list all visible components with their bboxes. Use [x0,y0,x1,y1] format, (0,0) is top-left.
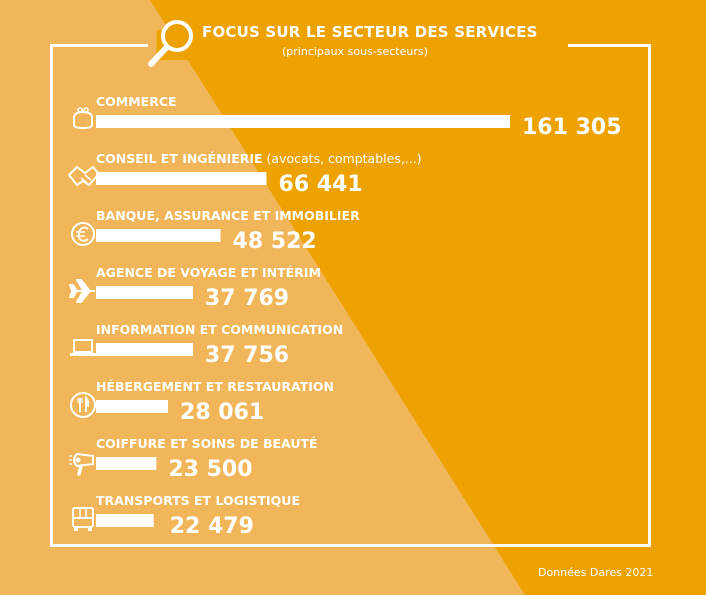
source-note: Données Dares 2021 [538,566,654,579]
chart-title: FOCUS SUR LE SECTEUR DES SERVICES [202,23,538,41]
category-label: HÉBERGEMENT ET RESTAURATION [96,379,334,394]
value-label: 48 522 [232,229,317,254]
category-note: (avocats, comptables,...) [262,151,422,166]
bus-icon [73,508,93,531]
bar-row [74,94,622,140]
euro-icon [72,223,94,245]
laptop-icon [70,340,96,356]
value-label: 28 061 [180,400,265,425]
bar-row [70,265,321,311]
bar-row [70,322,343,368]
bar [96,343,193,356]
hairdryer-icon [69,454,93,474]
chart-subtitle: (principaux sous-secteurs) [282,45,428,58]
value-label: 23 500 [168,457,253,482]
category-label: CONSEIL ET INGÉNIERIE (avocats, comptables,...) [96,151,422,166]
value-label: 66 441 [278,172,363,197]
bar [96,115,510,128]
bar-row [72,208,360,254]
category-label: AGENCE DE VOYAGE ET INTÉRIM [96,265,321,280]
purse-icon [74,108,92,128]
bar [96,457,156,470]
bar [96,229,221,242]
handshake-icon [69,167,99,185]
value-label: 22 479 [169,514,254,539]
bar [96,286,193,299]
cutlery-icon [71,393,95,417]
category-label: INFORMATION ET COMMUNICATION [96,322,344,337]
value-label: 37 769 [204,286,290,311]
value-label: 37 756 [204,343,290,368]
bar-row [69,151,422,197]
airplane-icon [70,280,95,302]
bar [96,400,168,413]
bar [96,172,267,185]
bar-row [69,436,318,482]
bar-row [71,379,334,425]
bar [96,514,154,527]
category-label: COMMERCE [96,94,177,109]
value-label: 161 305 [522,115,622,140]
category-label: TRANSPORTS ET LOGISTIQUE [96,493,300,508]
category-label: BANQUE, ASSURANCE ET IMMOBILIER [96,208,360,223]
category-label: COIFFURE ET SOINS DE BEAUTÉ [96,436,318,451]
bar-row [73,493,300,539]
